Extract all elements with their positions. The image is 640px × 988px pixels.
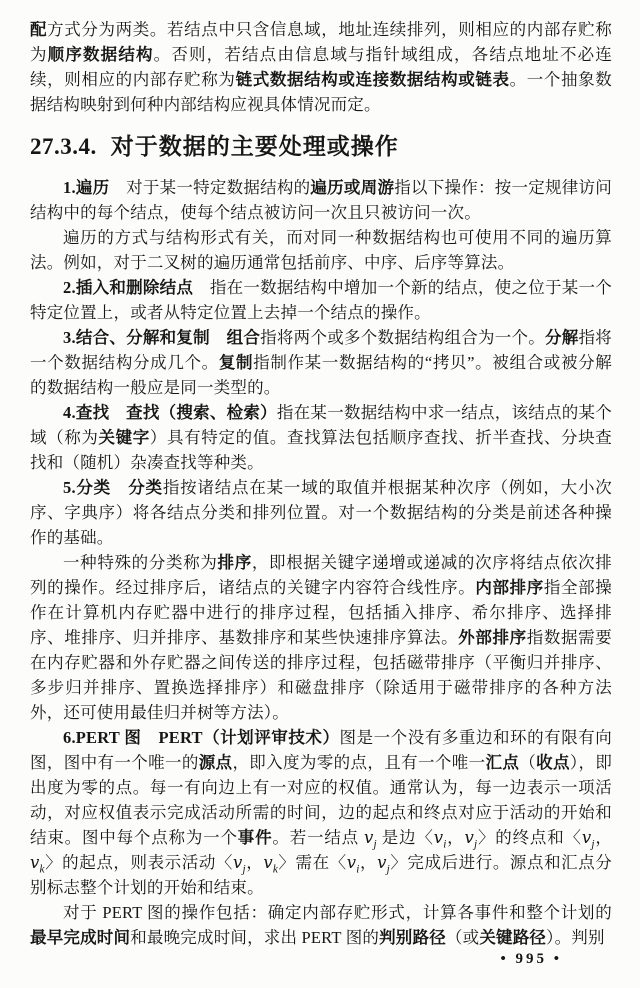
bold-term: 汇点 (485, 753, 520, 772)
text-run: ，即入度为零的点，且有一个唯一 (232, 753, 486, 772)
text-run: ， (594, 828, 613, 847)
math-var: v (233, 853, 243, 872)
bold-term: 链式数据结构或连接数据结构或链表 (235, 70, 510, 89)
paragraph-storage-allocation (30, 17, 612, 117)
bold-term: 外部排序 (458, 628, 527, 647)
text-run: （ (519, 753, 537, 772)
text-run: 指以下操作：按一定规律访问结构中的每个结点，使每个结点被访问一次且只被访问一次。 (30, 178, 612, 222)
intro-paragraph-slot (30, 17, 612, 117)
text-run: 对于某一特定数据结构的 (109, 178, 311, 197)
text-run: 指将一个数据结构分成几个。 (30, 328, 613, 372)
bold-term: PERT（计划评审技术） (158, 728, 340, 747)
text-run: ），即出度为零的点。每一有向边上有一对应的权值。通常认为，每一边表示一项活动，对应权值表示完成活动所需的时间，边的起点和终点对应于活动的开始和结束。图中每个点称为一个 (30, 753, 613, 847)
text-run: ，即根据关键字递增或递减的次序将结点依次排列的操作。经过排序后，诸结点的关键字内容符合线性序。 (30, 553, 612, 597)
text-run: 指全部操作在计算机内存贮器中进行的排序过程，包括插入排序、希尔排序、选择排序、堆排序、归并排序、基数排序和某些快速排序算法。 (30, 578, 612, 647)
paragraph-pert-operations (30, 900, 612, 950)
bold-term: 4.查找 (63, 403, 110, 422)
bold-term: 分解 (545, 328, 579, 347)
section-number: 27.3.4. (30, 134, 97, 159)
bold-term: 判别路径 (379, 928, 446, 947)
text-run: 〉需在〈 (278, 853, 347, 872)
text-run: 〉的起点，则表示活动〈 (44, 853, 233, 872)
bold-term: 关键字 (98, 428, 150, 447)
page-content (30, 17, 612, 950)
bold-term: 遍历或周游 (310, 178, 395, 197)
text-run: 〉完成后进行。源点和汇点分别标志整个计划的开始和结束。 (30, 853, 613, 897)
section-title: 对于数据的主要处理或操作 (110, 134, 399, 159)
text-run: 一种特殊的分类称为 (63, 553, 218, 572)
text-run: 指按诸结点在某一域的取值并根据某种次序（例如，大小次序、字典序）将各结点分类和排列位置。对一个数据结构的分类是前述各种操作的基础。 (30, 478, 612, 547)
math-var: v (377, 853, 387, 872)
section-heading (30, 131, 612, 163)
paragraph-traversal-methods (30, 225, 612, 275)
bold-term: 关键路径 (479, 928, 547, 947)
text-run: 和最晚完成时间，求出 PERT 图的 (130, 928, 380, 947)
text-run: 〉的终点和〈 (477, 828, 582, 847)
math-var: k (39, 863, 45, 876)
text-run: ）。判别 (546, 928, 605, 947)
bold-term: 内部排序 (475, 578, 544, 597)
bold-term: 1.遍历 (63, 178, 110, 197)
math-var: j (373, 838, 377, 851)
text-run: （或 (445, 928, 480, 947)
text-run: 是边〈 (376, 828, 434, 847)
math-var: j (386, 863, 390, 876)
bold-term: 排序 (217, 553, 252, 572)
math-var: j (591, 838, 595, 851)
paragraph-item-4-search (30, 400, 612, 475)
text-run: 指在某一数据结构中求一结点，该结点的某个域（称为 (30, 403, 612, 447)
bold-term: 收点 (536, 753, 570, 772)
paragraph-list (30, 175, 612, 950)
footer-page-number: • 995 • (500, 951, 562, 967)
text-run: 指数据需要在内存贮器和外存贮器之间传送的排序过程，包括磁带排序（平衡归并排序、多步归并排序、置换选择排序）和磁盘排序（除适用于磁带排序的各种方法外，还可使用最佳归并树等方法）。 (30, 628, 613, 722)
text-run (210, 328, 227, 347)
paragraph-item-5-classify (30, 475, 612, 550)
math-var: v (363, 828, 374, 847)
math-var: k (272, 863, 279, 876)
math-var: v (464, 828, 475, 847)
paragraph-sorting (30, 550, 612, 725)
text-run: 。否则，若结点由信息域与指针域组成，各结点地址不必连续，则相应的内部存贮称为 (30, 45, 613, 89)
bold-term: 配 (30, 20, 48, 39)
bold-term: 顺序数据结构 (47, 45, 154, 64)
math-var: v (433, 828, 444, 847)
text-run: 对于 PERT 图的操作包括：确定内部存贮形式，计算各事件和整个计划的 (63, 903, 612, 922)
text-run: ， (245, 853, 264, 872)
bold-term: 5.分类 (63, 478, 111, 497)
text-run: 图是一个没有多重边和环的有限有向图，图中有一个唯一的 (30, 728, 613, 772)
paragraph-item-3-combine-split-copy (30, 325, 612, 400)
bold-term: 源点 (198, 753, 233, 772)
math-var: v (263, 853, 273, 872)
bold-term: 6.PERT 图 (63, 728, 142, 747)
text-run: 。一个抽象数据结构映射到何种内部结构应视具体情况而定。 (30, 70, 613, 114)
bold-term: 查找（搜索、检索） (126, 403, 277, 422)
paragraph-item-1-traversal (30, 175, 612, 225)
math-var: v (346, 853, 357, 872)
paragraph-item-6-pert (30, 725, 612, 900)
bold-term: 最早完成时间 (30, 928, 131, 947)
text-run: 遍历的方式与结构形式有关，而对同一种数据结构也可使用不同的遍历算法。例如，对于二叉树的遍历通常包括前序、中序、后序等算法。 (30, 228, 612, 272)
bold-term: 分类 (128, 478, 163, 497)
math-var: v (30, 853, 40, 872)
math-var: j (474, 838, 478, 851)
text-run (141, 728, 158, 747)
bold-term: 2.插入和删除结点 (63, 278, 194, 297)
bold-term: 组合 (226, 328, 261, 347)
text-run: ）具有特定的值。查找算法包括顺序查找、折半查找、分块查找和（随机）杂凑查找等种类。 (30, 428, 612, 472)
text-run: ， (446, 828, 465, 847)
text-run: 。若一结点 (272, 828, 364, 847)
bold-term: 3.结合、分解和复制 (63, 328, 210, 347)
bold-term: 事件 (237, 828, 273, 847)
text-run: 方式分为两类。若结点中只含信息域，地址连续排列，则相应的内部存贮称为 (30, 20, 612, 64)
math-var: v (581, 828, 592, 847)
paragraph-item-2-insert-delete (30, 275, 612, 325)
bold-term: 复制 (218, 353, 254, 372)
math-var: i (443, 838, 447, 851)
text-run (111, 478, 128, 497)
text-run (109, 403, 126, 422)
math-var: i (356, 863, 360, 876)
text-run: 指制作某一数据结构的“拷贝”。被组合或被分解的数据结构一般应是同一类型的。 (30, 353, 612, 397)
math-var: j (242, 863, 246, 876)
text-run: 指在一数据结构中增加一个新的结点，使之位于某一个特定位置上，或者从特定位置上去掉一个结点的操作。 (30, 278, 612, 322)
text-run: 指将两个或多个数据结构组合为一个。 (260, 328, 546, 347)
text-run: ， (359, 853, 378, 872)
